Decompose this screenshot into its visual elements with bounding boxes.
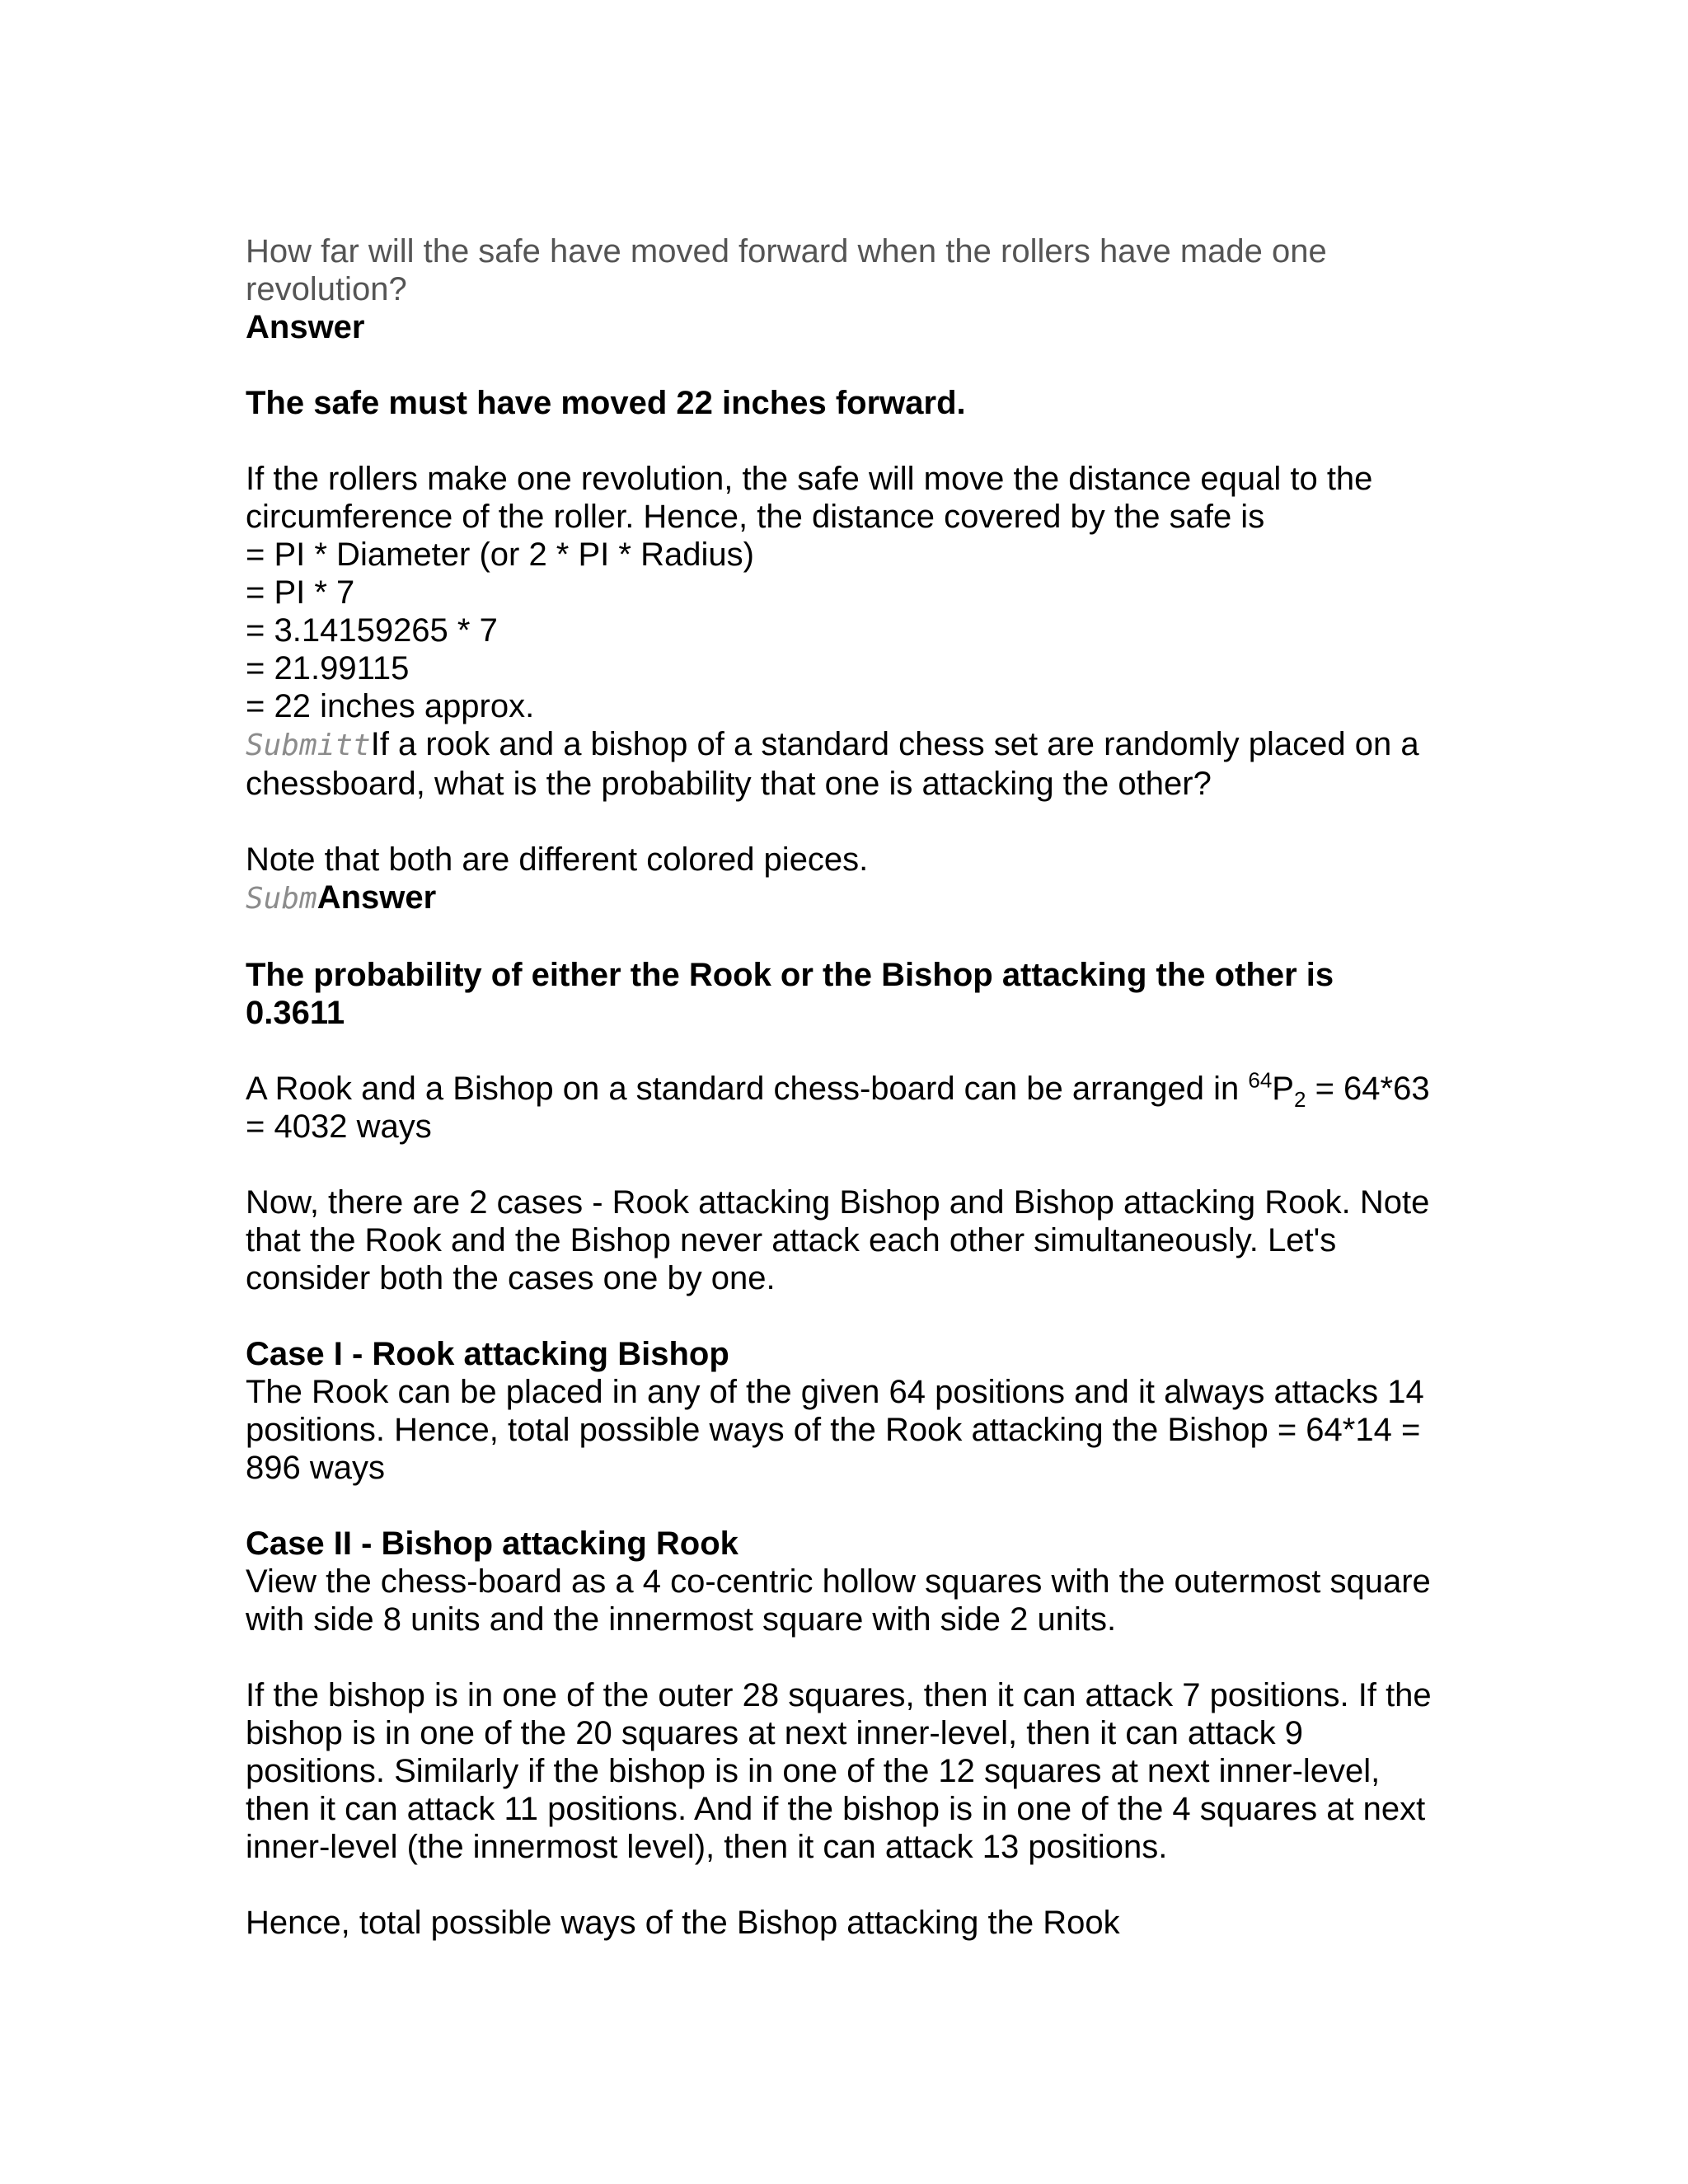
q2-question-line2: chessboard, what is the probability that one is attacking the other? <box>246 766 1212 802</box>
spacer <box>246 422 1449 460</box>
submit-fragment: Submitt <box>246 729 371 762</box>
submit-fragment-2: Subm <box>246 882 317 916</box>
perm-symbol: P <box>1272 1071 1294 1107</box>
q1-question-line1: How far will the safe have moved forward when the rollers have made one <box>246 233 1327 269</box>
q1-answer-headline: The safe must have moved 22 inches forward. <box>246 385 966 421</box>
spacer <box>246 1297 1449 1335</box>
perm-superscript: 64 <box>1248 1067 1273 1093</box>
case1-text-line: The Rook can be placed in any of the given 64 positions and it always attacks 14 <box>246 1374 1424 1410</box>
q2-answer-headline-line1: The probability of either the Rook or the Bishop attacking the other is <box>246 957 1334 993</box>
case2-detail-line: positions. Similarly if the bishop is in one of the 12 squares at next inner-level, <box>246 1753 1381 1789</box>
spacer <box>246 1487 1449 1525</box>
spacer <box>246 1032 1449 1070</box>
q2-cases-intro-line: that the Rook and the Bishop never attack each other simultaneously. Let's <box>246 1222 1337 1258</box>
q1-explanation-line: If the rollers make one revolution, the safe will move the distance equal to the <box>246 461 1373 497</box>
q1-explanation-line: = PI * 7 <box>246 574 355 611</box>
q1-explanation-line: = PI * Diameter (or 2 * PI * Radius) <box>246 537 754 573</box>
arrangement-suffix: = 64*63 <box>1306 1071 1430 1107</box>
case1-text-line: positions. Hence, total possible ways of the Rook attacking the Bishop = 64*14 = <box>246 1412 1421 1448</box>
case2-detail-line: If the bishop is in one of the outer 28 squares, then it can attack 7 positions. If the <box>246 1677 1432 1713</box>
q1-explanation-line: = 21.99115 <box>246 650 410 687</box>
case2-detail-line: bishop is in one of the 20 squares at next inner-level, then it can attack 9 <box>246 1715 1304 1751</box>
q1-question-line2: revolution? <box>246 271 407 307</box>
q1-explanation-line: = 22 inches approx. <box>246 688 535 724</box>
spacer <box>246 1638 1449 1676</box>
case2-title: Case II - Bishop attacking Rook <box>246 1526 738 1562</box>
q2-answer-label: Answer <box>316 879 437 916</box>
q2-answer-label-row <box>246 879 1449 918</box>
q1-explanation-line: = 3.14159265 * 7 <box>246 612 498 649</box>
case2-detail-line: then it can attack 11 positions. And if the bishop is in one of the 4 squares at next <box>246 1791 1426 1827</box>
q2-cases-intro-line: Now, there are 2 cases - Rook attacking Bishop and Bishop attacking Rook. Note <box>246 1184 1430 1221</box>
q2-cases-intro-line: consider both the cases one by one. <box>246 1260 776 1296</box>
arrangement-prefix: A Rook and a Bishop on a standard chess-board can be arranged in <box>246 1071 1249 1107</box>
case2-text-line: View the chess-board as a 4 co-centric hollow squares with the outermost square <box>246 1563 1431 1600</box>
spacer <box>246 918 1449 956</box>
case2-detail-line: inner-level (the innermost level), then it can attack 13 positions. <box>246 1829 1168 1865</box>
document-page <box>246 232 1449 1942</box>
perm-subscript: 2 <box>1293 1087 1306 1112</box>
q2-question-line1: If a rook and a bishop of a standard chess set are randomly placed on a <box>370 726 1419 762</box>
spacer <box>246 1866 1449 1904</box>
spacer <box>246 803 1449 841</box>
case1-text-line: 896 ways <box>246 1450 385 1486</box>
spacer <box>246 346 1449 384</box>
q1-answer-label: Answer <box>246 309 365 345</box>
case2-text-line: with side 8 units and the innermost square with side 2 units. <box>246 1601 1117 1638</box>
q2-arrangement-line2: = 4032 ways <box>246 1108 432 1145</box>
q2-note: Note that both are different colored pieces. <box>246 841 869 878</box>
spacer <box>246 1146 1449 1183</box>
total-line: Hence, total possible ways of the Bishop attacking the Rook <box>246 1905 1120 1941</box>
case1-title: Case I - Rook attacking Bishop <box>246 1336 729 1372</box>
q1-explanation-line: circumference of the roller. Hence, the distance covered by the safe is <box>246 499 1265 535</box>
q2-answer-headline-line2: 0.3611 <box>246 995 345 1031</box>
q2-arrangement-line1 <box>246 1067 1449 1112</box>
q2-question-line1-row <box>246 725 1449 765</box>
